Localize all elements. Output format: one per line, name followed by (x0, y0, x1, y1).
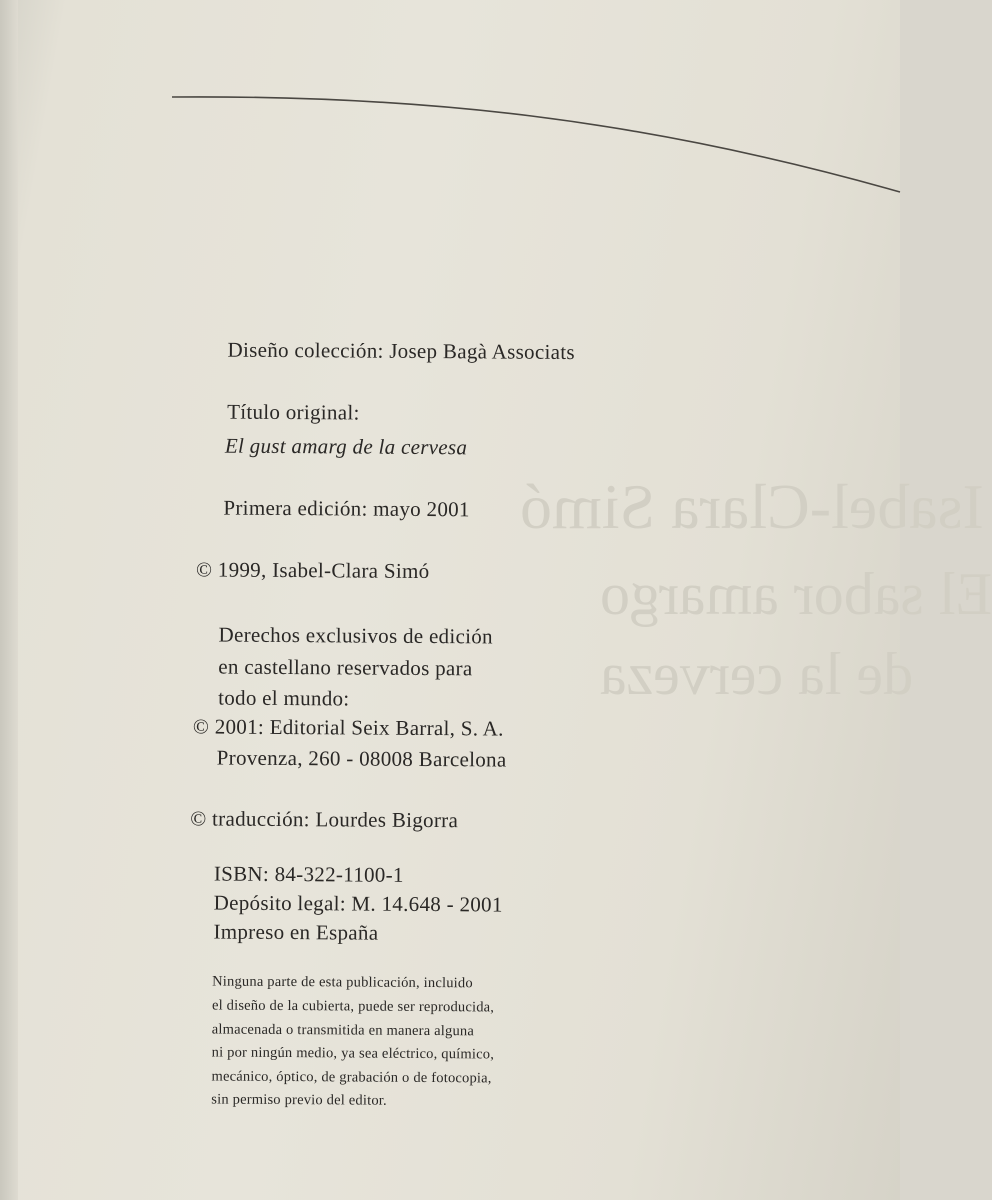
publisher-address: Provenza, 260 - 08008 Barcelona (216, 745, 507, 772)
bleed-through-title-line-1: El sabor amargo (600, 561, 992, 627)
design-credit: Diseño colección: Josep Bagà Associats (227, 337, 575, 365)
top-rule-line (0, 0, 900, 200)
legal-notice-line-1: Ninguna parte de esta publicación, incluido (212, 973, 473, 992)
printed-in: Impreso en España (213, 919, 379, 945)
rights-line-1: Derechos exclusivos de edición (218, 622, 493, 649)
first-edition: Primera edición: mayo 2001 (223, 495, 470, 522)
legal-deposit: Depósito legal: M. 14.648 - 2001 (213, 890, 503, 917)
copyright-author: © 1999, Isabel-Clara Simó (195, 557, 430, 584)
legal-notice-line-2: el diseño de la cubierta, puede ser reproducida, (211, 997, 495, 1016)
rights-line-2: en castellano reservados para (218, 654, 473, 681)
bleed-through-author: Isabel-Clara Simó (520, 471, 984, 542)
legal-notice-line-3: almacenada o transmitida en manera alguna (211, 1021, 475, 1040)
legal-notice-line-5: mecánico, óptico, de grabación o de fotocopia, (211, 1068, 492, 1087)
copyright-publisher: © 2001: Editorial Seix Barral, S. A. (192, 714, 504, 741)
copyright-translation: © traducción: Lourdes Bigorra (190, 806, 459, 833)
legal-notice-line-4: ni por ningún medio, ya sea eléctrico, químico, (211, 1044, 495, 1063)
original-title: El gust amarg de la cervesa (224, 433, 468, 460)
isbn: ISBN: 84-322-1100-1 (213, 861, 404, 887)
legal-notice-line-6: sin permiso previo del editor. (211, 1091, 387, 1109)
rights-line-3: todo el mundo: (218, 685, 350, 711)
original-title-label: Título original: (227, 399, 360, 425)
bleed-through-title-line-2: de la cerveza (600, 641, 914, 707)
